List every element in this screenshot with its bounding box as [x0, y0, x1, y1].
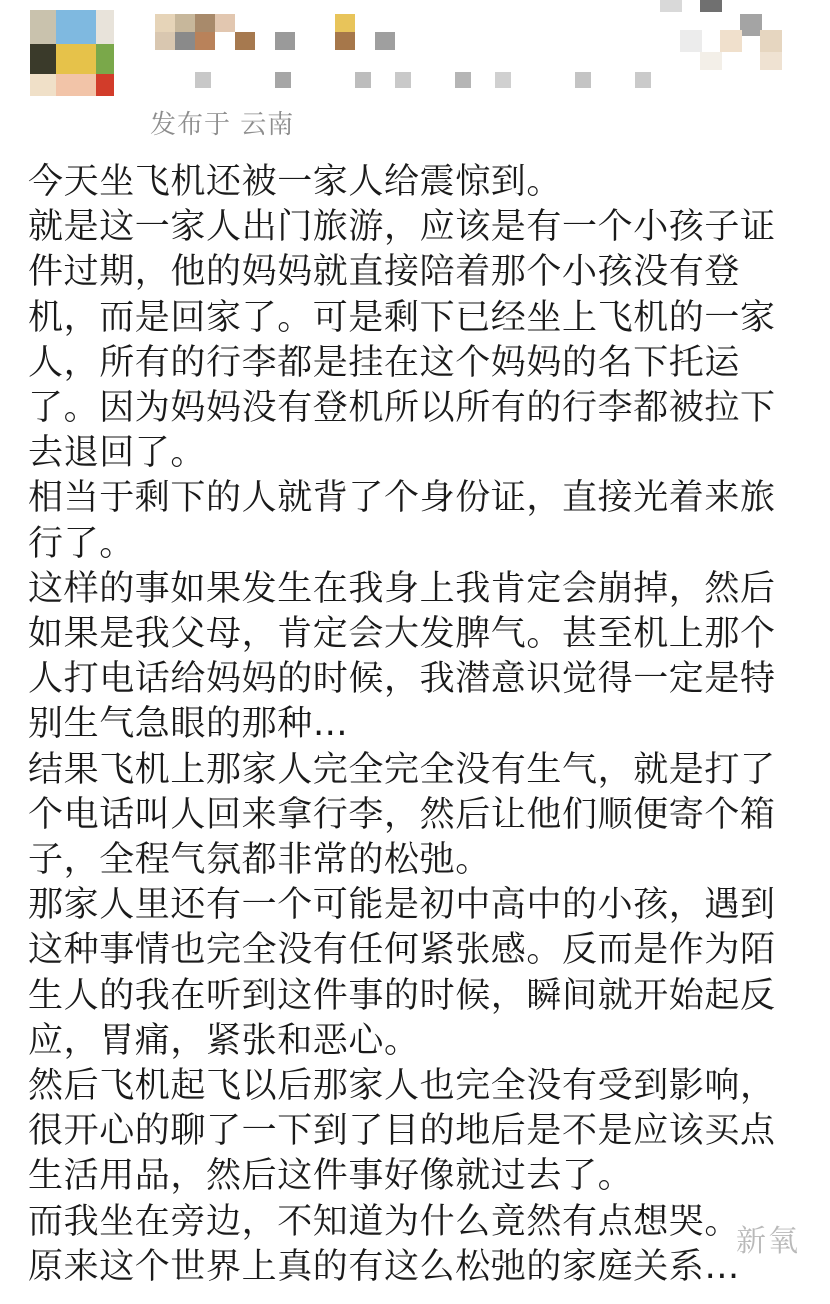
post-paragraph: 然后飞机起飞以后那家人也完全没有受到影响，很开心的聊了一下到了目的地后是不是应该买点生活用品，然后这件事好像就过去了。: [28, 1066, 776, 1197]
pixelated-user-info: [0, 0, 830, 110]
post-paragraph: 这样的事如果发生在我身上我肯定会崩掉，然后如果是我父母，肯定会大发脾气。甚至机上那个人打电话给妈妈的时候，我潜意识觉得一定是特别生气急眼的那种…: [28, 568, 776, 745]
post-paragraph: 结果飞机上那家人完全完全没有生气，就是打了个电话叫人回来拿行李，然后让他们顺便寄个箱子，全程气氛都非常的松弛。: [28, 749, 776, 881]
post-paragraph: 今天坐飞机还被一家人给震惊到。: [28, 162, 563, 202]
watermark-logo: 新氧: [736, 1224, 800, 1259]
post-location: 发布于 云南: [150, 110, 295, 140]
post-header: [0, 0, 830, 150]
post-paragraph: 相当于剩下的人就背了个身份证，直接光着来旅行了。: [28, 478, 776, 564]
post-paragraph: 原来这个世界上真的有这么松弛的家庭关系…: [28, 1246, 741, 1287]
post-paragraph: 那家人里还有一个可能是初中高中的小孩，遇到这种事情也完全没有任何紧张感。反而是作为陌生人的我在听到这件事的时候，瞬间就开始起反应，胃痛，紧张和恶心。: [28, 885, 776, 1061]
post-paragraph: 就是这一家人出门旅游，应该是有一个小孩子证件过期，他的妈妈就直接陪着那个小孩没有登机，而是回家了。可是剩下已经坐上飞机的一家人，所有的行李都是挂在这个妈妈的名下托运了。因为妈妈没有登机所以所有的行李都被拉下去退回了。: [28, 207, 776, 474]
post-content: [28, 160, 798, 1290]
post-paragraph: 而我坐在旁边，不知道为什么竟然有点想哭。: [28, 1201, 741, 1242]
